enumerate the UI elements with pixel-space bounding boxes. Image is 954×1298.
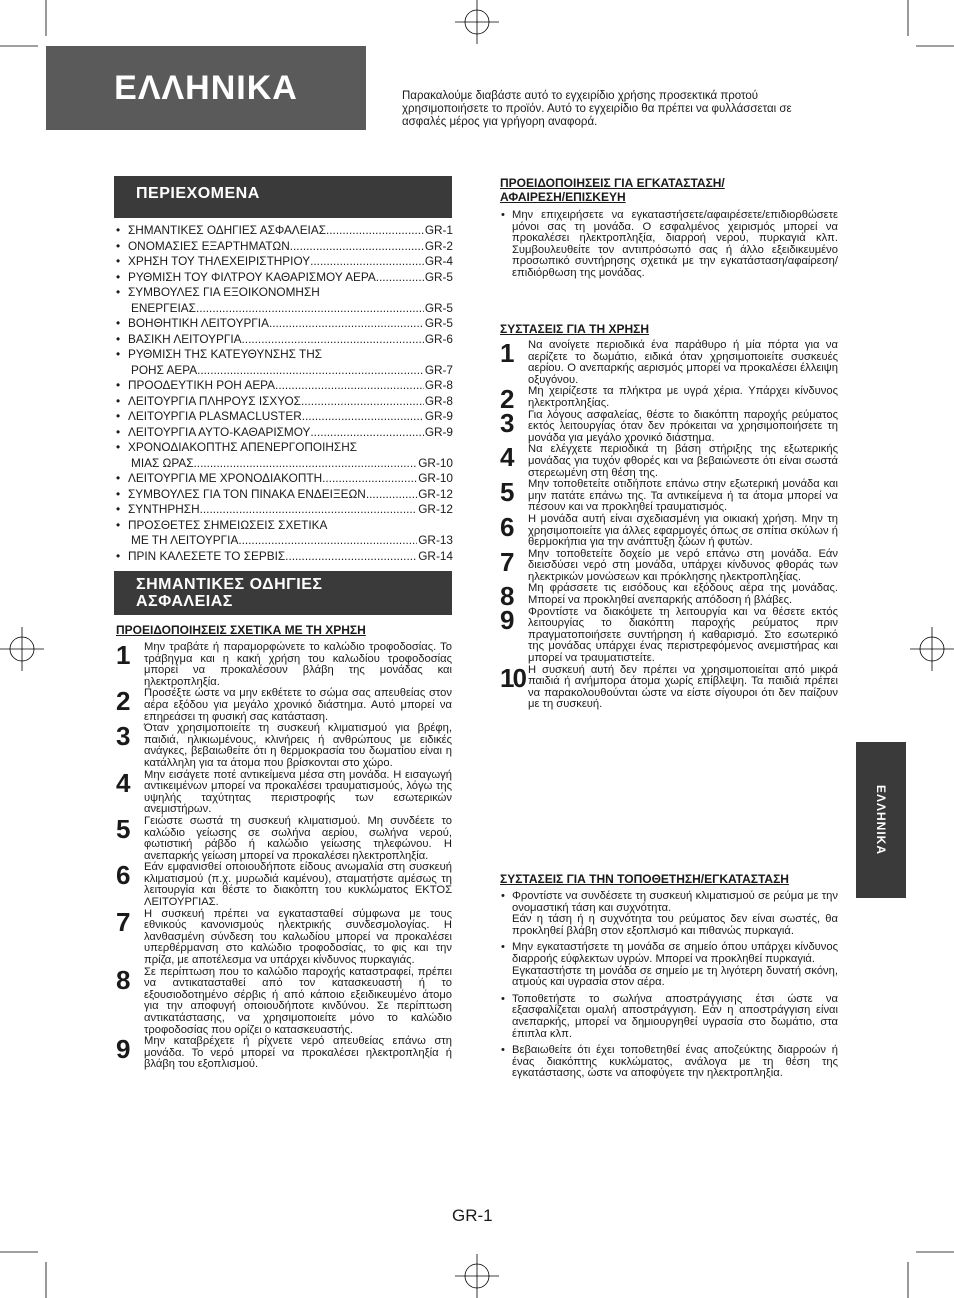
toc-leader xyxy=(302,409,424,425)
toc-leader xyxy=(290,239,424,255)
numbered-item xyxy=(500,581,838,612)
toc-item-label: ΜΕ ΤΗ ΛΕΙΤΟΥΡΓΙΑ xyxy=(131,533,239,547)
bullet-paragraph: • Βεβαιωθείτε ότι έχει τοποθετηθεί ένας αποζεύκτης διαρροών ή ένας διακόπτης κυκλώματος, ανάλογα με τη θέση της εγκατάστασης, ώστε να αποφύγετε την ηλεκτροπληξία. xyxy=(512,1044,838,1080)
toc-item-page: GR-7 xyxy=(424,362,453,377)
toc-item-label: • ΒΟΗΘΗΤΙΚΗ ΛΕΙΤΟΥΡΓΙΑ xyxy=(128,316,269,330)
language-side-tab xyxy=(856,742,906,898)
toc-item-label: • ΣΗΜΑΝΤΙΚΕΣ ΟΔΗΓΙΕΣ ΑΣΦΑΛΕΙΑΣ xyxy=(128,223,326,237)
item-number: 7 xyxy=(116,906,131,937)
numbered-item xyxy=(500,384,838,415)
toc-leader xyxy=(310,254,424,270)
safety-heading xyxy=(114,571,452,615)
toc-item-label: • ΛΕΙΤΟΥΡΓΙΑ PLASMACLUSTER xyxy=(128,409,302,423)
toc-item xyxy=(116,409,453,425)
toc-heading: ΠΕΡΙΕΧΟΜΕΝΑ xyxy=(114,176,452,218)
bullet-item: • Μην επιχειρήσετε να εγκαταστήσετε/αφαιρέσετε/επιδιορθώσετε μόνοι σας τη μονάδα. Ο εσφαλμένος χειρισμός μπορεί να προκαλέσει ηλεκτροπληξία, διαρροή νερού, πυρκαγιά κλπ. Συμβουλευθείτε τον αντιπρόσωπό σας ή άλλο εξειδικευμένο προσωπικό συντήρησης σχετικά με την εγκατάσταση/αφαίρεση/επιδιόρθωση της μονάδας. xyxy=(500,210,838,280)
numbered-item xyxy=(116,862,452,908)
toc-item-label: • ΧΡΟΝΟΔΙΑΚΟΠΤΗΣ ΑΠΕΝΕΡΓΟΠΟΙΗΣΗΣ xyxy=(128,440,358,454)
toc-item xyxy=(116,471,453,487)
bullet-paragraph: Εάν η τάση ή η συχνότητα του ρεύματος δεν είναι σωστές, θα προκληθεί βλάβη στον εξοπλισμό και πιθανώς πυρκαγιά. xyxy=(512,913,838,937)
item-text: Σε περίπτωση που το καλώδιο παροχής καταστραφεί, πρέπει να αντικατασταθεί από τον κατασκευαστή ή το εξουσιοδοτημένο σέρβις ή από κάποιο εξειδικευμένο άτομο για την αποφυγή οποιουδήποτε κινδύνου. Σε περίπτωση αντικατάστασης, να χρησιμοποιείτε μόνο το καλώδιο τροφοδοσίας που ορίζει ο κατασκευαστής. xyxy=(144,965,452,1036)
usage-warnings-list xyxy=(116,642,452,1071)
safety-heading-line2: ΑΣΦΑΛΕΙΑΣ xyxy=(136,593,233,610)
numbered-item xyxy=(500,546,838,584)
toc-item-page: GR-5 xyxy=(424,269,453,284)
usage-tips-title: ΣΥΣΤΑΣΕΙΣ ΓΙΑ ΤΗ ΧΡΗΣΗ xyxy=(500,322,650,336)
intro-text: Παρακαλούμε διαβάστε αυτό το εγχειρίδιο χρήσης προσεκτικά προτού χρησιμοποιήσετε το προϊόν. Αυτό το εγχειρίδιο θα πρέπει να φυλλάσσεται σε ασφαλές μέρος για γρήγορη αναφορά. xyxy=(402,90,792,128)
numbered-item xyxy=(116,767,452,816)
toc-leader xyxy=(200,502,418,518)
numbered-item xyxy=(500,662,838,711)
toc-item-page: GR-13 xyxy=(418,533,453,547)
install-warnings-title xyxy=(500,176,725,204)
toc-item-label: • ΣΥΝΤΗΡΗΣΗ xyxy=(128,502,200,516)
item-number: 9 xyxy=(116,1034,131,1065)
item-number: 2 xyxy=(500,384,515,415)
item-text: Για λόγους ασφαλείας, θέστε το διακόπτη παροχής ρεύματος εκτός λειτουργίας όταν δεν πρόκειται να χρησιμοποιήσετε τη μονάδα για μεγάλο χρονικό διάστημα. xyxy=(528,408,838,444)
toc-item xyxy=(116,440,453,471)
item-number: 1 xyxy=(500,338,515,368)
toc-item-page: GR-8 xyxy=(424,378,453,392)
numbered-item xyxy=(116,642,452,688)
toc-item-label: ΜΙΑΣ ΩΡΑΣ xyxy=(131,455,194,470)
item-number: 8 xyxy=(116,964,131,995)
toc-leader xyxy=(285,549,417,565)
toc-leader xyxy=(326,223,424,239)
toc-item-label: ΡΟΗΣ ΑΕΡΑ xyxy=(131,362,198,377)
toc-leader xyxy=(310,425,423,441)
toc-leader xyxy=(322,471,417,487)
item-number: 10 xyxy=(500,662,525,693)
numbered-item xyxy=(116,964,452,1037)
toc-item-label: • ΛΕΙΤΟΥΡΓΙΑ ΜΕ ΧΡΟΝΟΔΙΑΚΟΠΤΗ xyxy=(128,471,323,485)
item-number: 4 xyxy=(500,442,515,473)
toc-item-page: GR-5 xyxy=(424,300,453,315)
toc-item xyxy=(116,285,453,316)
toc-item-page: GR-10 xyxy=(418,455,453,470)
toc-item xyxy=(116,487,453,503)
install-warnings-list xyxy=(500,210,838,280)
toc-item-page: GR-12 xyxy=(418,486,453,501)
toc-leader xyxy=(196,301,424,317)
item-text: Μην καταβρέχετε ή ρίχνετε νερό απευθείας επάνω στη μονάδα. Το νερό μπορεί να προκαλέσει ηλεκτροπληξία ή βλάβη του εξοπλισμού. xyxy=(144,1035,452,1071)
toc-item xyxy=(116,316,453,332)
page-title: ΕΛΛΗΝΙΚΑ xyxy=(46,46,366,130)
item-text: Η μονάδα αυτή είναι σχεδιασμένη για οικιακή χρήση. Μην τη χρησιμοποιείτε για άλλες εφαρμογές όπως σε σπίτια σκύλων ή θερμοκήπια για την ανάπτυξη ζώων ή φυτών. xyxy=(528,512,838,549)
numbered-item xyxy=(500,407,838,445)
toc-item xyxy=(116,239,453,255)
toc-leader xyxy=(194,456,418,472)
item-text: Φροντίστε να διακόψετε τη λειτουργία και να θέσετε εκτός λειτουργίας το διακόπτη παροχής ρεύματος πριν πραγματοποιήσετε συντήρηση ή καθαρισμό. Στο εσωτερικό της μονάδας υπάρχει ένας περιστρεφόμενος ανεμιστήρας και μπορεί να τραυματιστείτε. xyxy=(528,605,838,665)
item-text: Να ελέγχετε περιοδικά τη βάση στήριξης της εξωτερικής μονάδας για τυχόν φθορές και να βεβαιώνεστε ότι είναι σωστά στερεωμένη στη θέση της. xyxy=(528,443,838,479)
item-number: 3 xyxy=(116,721,131,752)
toc-item xyxy=(116,347,453,378)
toc-item-page: GR-4 xyxy=(424,254,453,268)
item-number: 7 xyxy=(500,546,515,577)
item-number: 6 xyxy=(116,860,131,891)
toc-item-label: • ΠΡΙΝ ΚΑΛΕΣΕΤΕ ΤΟ ΣΕΡΒΙΣ xyxy=(128,548,286,563)
safety-heading-line1: ΣΗΜΑΝΤΙΚΕΣ ΟΔΗΓΙΕΣ xyxy=(136,576,323,593)
toc-item xyxy=(116,549,453,565)
language-side-tab-label: ΕΛΛΗΝΙΚΑ xyxy=(874,784,888,855)
item-text: Η συσκευή αυτή δεν πρέπει να χρησιμοποιείται από μικρά παιδιά ή ανήμπορα άτομα χωρίς επίβλεψη. Τα παιδιά πρέπει να παρακολουθούνται ώστε να είστε σίγουροι ότι δεν παίζουν με τη συσκευή. xyxy=(528,663,838,711)
item-number: 5 xyxy=(116,813,131,844)
item-text: Γειώστε σωστά τη συσκευή κλιματισμού. Μη συνδέετε το καλώδιο γείωσης σε σωλήνα αερίου, σωλήνα νερού, φωτιστική ράβδο ή καλώδιο γείωσης τηλεφώνου. Η ανεπαρκής γείωση μπορεί να προκαλέσει ηλεκτροπληξία. xyxy=(144,814,452,862)
numbered-item xyxy=(116,688,452,723)
install-tips-title: ΣΥΣΤΑΣΕΙΣ ΓΙΑ ΤΗΝ ΤΟΠΟΘΕΤΗΣΗ/ΕΓΚΑΤΑΣΤΑΣΗ xyxy=(500,872,789,886)
numbered-item xyxy=(116,906,452,967)
install-warnings-title-line2: ΑΦΑΙΡΕΣΗ/ΕΠΙΣΚΕΥΗ xyxy=(500,190,626,204)
install-tips-list xyxy=(500,891,838,1085)
item-text: Η συσκευή πρέπει να εγκατασταθεί σύμφωνα με τους εθνικούς κανονισμούς ηλεκτρικής συνδεσμολογίας. Η λανθασμένη σύνδεση του καλωδίου μπορεί να προκαλέσει υπερθέρμανση στο καλώδιο τροφοδοσίας, το φις και την πρίζα, με αποτέλεσμα να υπάρχει κίνδυνος πυρκαγιάς. xyxy=(144,907,452,967)
toc-item-label: • ΒΑΣΙΚΗ ΛΕΙΤΟΥΡΓΙΑ xyxy=(128,331,242,346)
item-text: Όταν χρησιμοποιείτε τη συσκευή κλιματισμού για βρέφη, παιδιά, ηλικιωμένους, κλινήρεις ή ανθρώπους με ειδικές ανάγκες, βεβαιωθείτε ότι η θερμοκρασία του δωματίου είναι η κατάλληλη για τα άτομα που βρίσκονται στο χώρο. xyxy=(144,722,452,769)
numbered-item xyxy=(500,604,838,665)
toc-item xyxy=(116,502,453,518)
item-text: Μη φράσσετε τις εισόδους και εξόδους αέρα της μονάδας. Μπορεί να προκληθεί ανεπαρκής απόδοση ή βλάβες. xyxy=(528,582,838,607)
toc-leader xyxy=(238,533,417,549)
toc-item-page: GR-2 xyxy=(424,238,453,253)
item-number: 6 xyxy=(500,511,515,542)
toc-item xyxy=(116,378,453,394)
toc-item-label: • ΧΡΗΣΗ ΤΟΥ ΤΗΛΕΧΕΙΡΙΣΤΗΡΙΟΥ xyxy=(128,254,311,268)
toc-leader xyxy=(269,316,424,332)
numbered-item xyxy=(500,479,838,514)
numbered-item xyxy=(116,813,452,862)
numbered-item xyxy=(500,340,838,386)
toc-item-page: GR-1 xyxy=(424,223,453,237)
toc-item-label: • ΛΕΙΤΟΥΡΓΙΑ ΠΛΗΡΟΥΣ ΙΣΧΥΟΣ xyxy=(128,393,301,408)
toc-item-label: • ΣΥΜΒΟΥΛΕΣ ΓΙΑ ΕΞΟΙΚΟΝΟΜΗΣΗ xyxy=(128,285,320,299)
item-number: 1 xyxy=(116,640,131,670)
bullet-item xyxy=(500,994,838,1040)
toc-item xyxy=(116,394,453,410)
toc-item-label: ΕΝΕΡΓΕΙΑΣ xyxy=(131,300,196,315)
toc-item-label: • ΡΥΘΜΙΣΗ ΤΟΥ ΦΙΛΤΡΟΥ ΚΑΘΑΡΙΣΜΟΥ ΑΕΡΑ xyxy=(128,269,376,284)
usage-tips-list xyxy=(500,340,838,711)
bullet-item xyxy=(500,1045,838,1080)
item-text: Μην τοποθετείτε οτιδήποτε επάνω στην εξωτερική μονάδα και μην πατάτε επάνω της. Τα αντικείμενα ή τα άτομα μπορεί να πέσουν και να προκληθεί τραυματισμός. xyxy=(528,478,838,514)
item-text: Να ανοίγετε περιοδικά ένα παράθυρο ή μία πόρτα για να αερίζετε το δωμάτιο, ειδικά όταν χρησιμοποιείτε συσκευές αερίου. Ο ανεπαρκής αερισμός μπορεί να προκαλέσει έλλειψη οξυγόνου. xyxy=(528,339,838,386)
toc-item-label: • ΣΥΜΒΟΥΛΕΣ ΓΙΑ ΤΟΝ ΠΙΝΑΚΑ ΕΝΔΕΙΞΕΩΝ xyxy=(128,486,366,501)
toc-item xyxy=(116,254,453,270)
toc-leader xyxy=(242,332,424,348)
install-warnings-title-line1: ΠΡΟΕΙΔΟΠΟΙΗΣΕΙΣ ΓΙΑ ΕΓΚΑΤΑΣΤΑΣΗ/ xyxy=(500,176,725,190)
toc-leader xyxy=(301,394,424,410)
numbered-item xyxy=(116,723,452,769)
toc-leader xyxy=(275,378,424,394)
bullet-paragraph: Εγκαταστήστε τη μονάδα σε σημείο με τη λιγότερη δυνατή σκόνη, ατμούς και υγρασία στον αέρα. xyxy=(512,964,838,989)
item-text: Εάν εμφανισθεί οποιουδήποτε είδους ανωμαλία στη συσκευή κλιματισμού (π.χ. μυρωδιά καμένου), σταματήστε αμέσως τη λειτουργία και θέστε το διακόπτη του κυκλώματος ΕΚΤΟΣ ΛΕΙΤΟΥΡΓΙΑΣ. xyxy=(144,861,452,909)
item-number: 9 xyxy=(500,604,515,635)
toc-item-page: GR-12 xyxy=(418,502,453,516)
item-number: 3 xyxy=(500,407,515,438)
item-number: 4 xyxy=(116,767,131,798)
item-number: 2 xyxy=(116,686,131,717)
page-number: GR-1 xyxy=(452,1206,493,1225)
toc-item xyxy=(116,518,453,549)
toc-leader xyxy=(376,270,424,286)
toc-item-page: GR-5 xyxy=(424,316,453,330)
bullet-item xyxy=(500,942,838,988)
item-text: Προσέξτε ώστε να μην εκθέτετε το σώμα σας απευθείας στον αέρα εξόδου για μεγάλο χρονικό διάστημα. Αυτό μπορεί να επηρεάσει τη φυσική σας κατάσταση. xyxy=(144,687,452,723)
toc-item-page: GR-14 xyxy=(418,548,453,563)
toc-item-page: GR-6 xyxy=(424,331,453,346)
toc-item-page: GR-9 xyxy=(424,424,453,439)
toc-item-page: GR-10 xyxy=(418,471,453,485)
usage-warnings-title: ΠΡΟΕΙΔΟΠΟΙΗΣΕΙΣ ΣΧΕΤΙΚΑ ΜΕ ΤΗ ΧΡΗΣΗ xyxy=(116,623,366,637)
table-of-contents xyxy=(116,223,453,564)
toc-item-label: • ΡΥΘΜΙΣΗ ΤΗΣ ΚΑΤΕΥΘΥΝΣΗΣ ΤΗΣ xyxy=(128,347,323,361)
toc-leader xyxy=(197,363,424,379)
item-text: Μην τραβάτε ή παραμορφώνετε το καλώδιο τροφοδοσίας. Το τράβηγμα και η κακή χρήση του καλωδίου τροφοδοσίας μπορεί να προκαλέσουν βλάβη της μονάδας και ηλεκτροπληξία. xyxy=(144,641,452,688)
item-number: 5 xyxy=(500,477,515,508)
toc-item xyxy=(116,425,453,441)
numbered-item xyxy=(500,444,838,479)
numbered-item xyxy=(116,1036,452,1071)
toc-item-page: GR-8 xyxy=(424,393,453,408)
toc-item-label: • ΠΡΟΣΘΕΤΕΣ ΣΗΜΕΙΩΣΕΙΣ ΣΧΕΤΙΚΑ xyxy=(128,517,328,532)
item-text: Μη χειρίζεστε τα πλήκτρα με υγρά χέρια. Υπάρχει κίνδυνος ηλεκτροπληξίας. xyxy=(528,385,838,409)
toc-item xyxy=(116,270,453,286)
numbered-item xyxy=(500,511,838,549)
toc-item xyxy=(116,223,453,239)
toc-leader xyxy=(366,487,417,503)
bullet-paragraph: • Μην εγκαταστήσετε τη μονάδα σε σημείο όπου υπάρχει κίνδυνος διαρροής εύφλεκτων υγρών. Μπορεί να προκληθεί πυρκαγιά. xyxy=(512,941,838,965)
item-text: Μην εισάγετε ποτέ αντικείμενα μέσα στη μονάδα. Η εισαγωγή αντικειμένων μπορεί να προκαλέσει τραυματισμούς, λόγω της υψηλής ταχύτητας περιστροφής των εσωτερικών ανεμιστήρων. xyxy=(144,768,452,816)
item-text: Μην τοποθετείτε δοχείο με νερό επάνω στη μονάδα. Εάν διεισδύσει νερό στη μονάδα, υπάρχει κίνδυνος φθοράς των ηλεκτρικών μονώσεων και πρόκλησης ηλεκτροπληξίας. xyxy=(528,547,838,583)
bullet-paragraph: • Τοποθετήστε το σωλήνα αποστράγγισης έτσι ώστε να εξασφαλίζεται ομαλή αποστράγγιση. Εάν η αποστράγγιση είναι ανεπαρκής, μπορεί να δημιουργηθεί υγρασία στο δωμάτιο, στα έπιπλα κλπ. xyxy=(512,992,838,1040)
toc-item-page: GR-9 xyxy=(424,409,453,423)
toc-item-label: • ΟΝΟΜΑΣΙΕΣ ΕΞΑΡΤΗΜΑΤΩΝ xyxy=(128,238,290,253)
item-number: 8 xyxy=(500,581,515,612)
toc-item-label: • ΛΕΙΤΟΥΡΓΙΑ ΑΥΤΟ-ΚΑΘΑΡΙΣΜΟΥ xyxy=(128,424,311,439)
bullet-paragraph: • Φροντίστε να συνδέσετε τη συσκευή κλιματισμού σε ρεύμα με την ονομαστική τάση και συχνότητα. xyxy=(512,890,838,914)
toc-item-label: • ΠΡΟΟΔΕΥΤΙΚΗ ΡΟΗ ΑΕΡΑ xyxy=(128,378,276,392)
bullet-item xyxy=(500,891,838,937)
toc-item xyxy=(116,332,453,348)
